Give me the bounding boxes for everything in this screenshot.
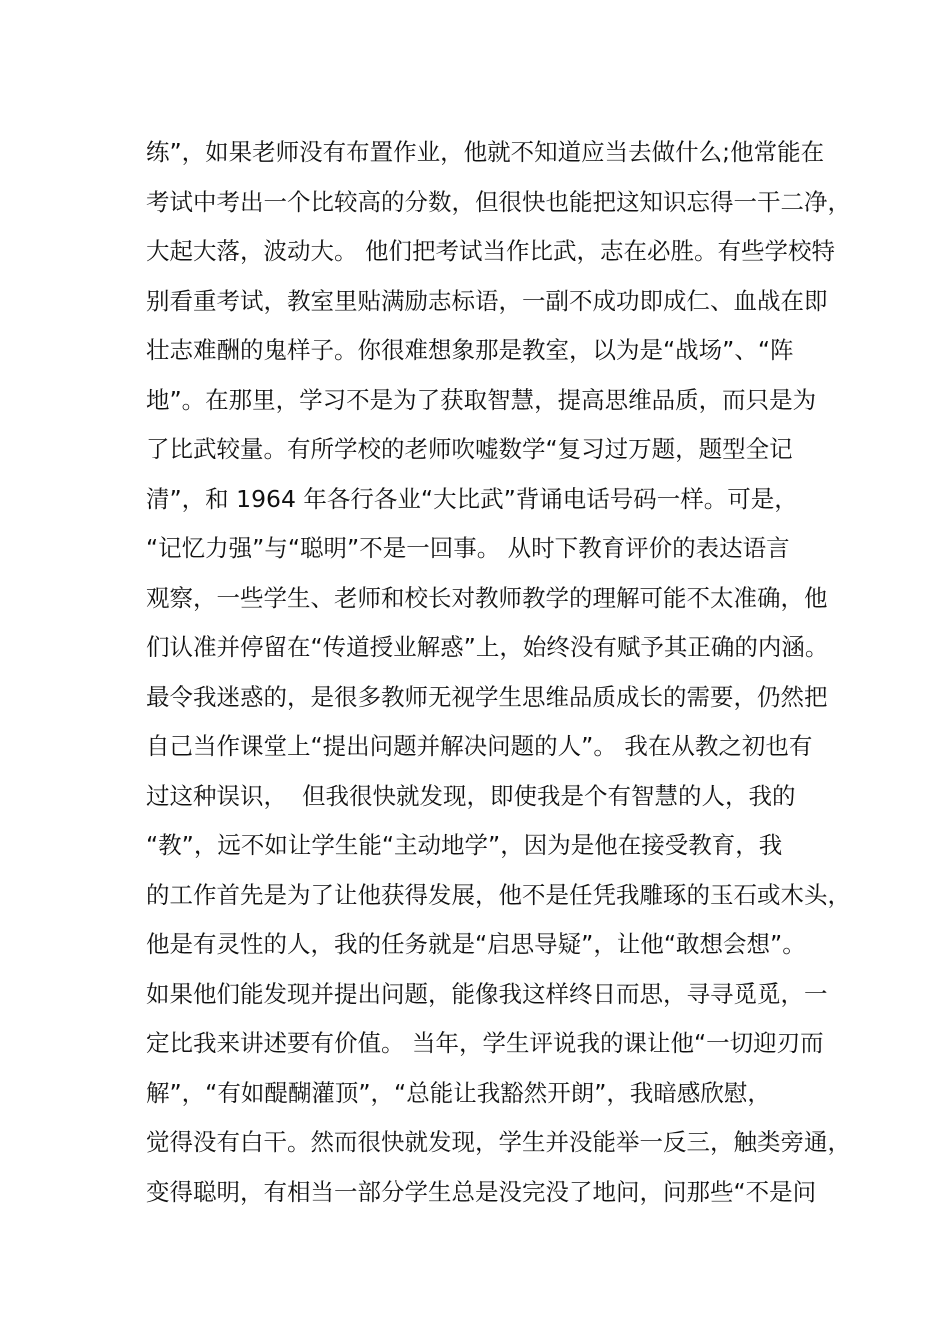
- text-line: 过这种误识， 但我很快就发现，即使我是个有智慧的人，我的: [146, 781, 796, 810]
- text-line: 清”，和 1964 年各行各业“大比武”背诵电话号码一样。可是，: [146, 484, 798, 513]
- text-line: 变得聪明，有相当一部分学生总是没完没了地问，问那些“不是问: [146, 1177, 817, 1206]
- text-line: 了比武较量。有所学校的老师吹嘘数学“复习过万题，题型全记: [146, 435, 793, 463]
- text-line: 的工作首先是为了让他获得发展，他不是任凭我雕琢的玉石或木头，: [146, 880, 851, 909]
- text-line: “记忆力强”与“聪明”不是一回事。 从时下教育评价的表达语言: [146, 534, 790, 562]
- text-line: “教”，远不如让学生能“主动地学”，因为是他在接受教育，我: [146, 831, 783, 859]
- text-line: 他是有灵性的人，我的任务就是“启思导疑”，让他“敢想会想”。: [146, 930, 806, 958]
- text-line: 们认准并停留在“传道授业解惑”上，始终没有赋予其正确的内涵。: [146, 633, 829, 661]
- text-line: 觉得没有白干。然而很快就发现，学生并没能举一反三，触类旁通，: [146, 1128, 851, 1156]
- text-line: 考试中考出一个比较高的分数，但很快也能把这知识忘得一干二净，: [146, 187, 851, 216]
- text-line: 最令我迷惑的，是很多教师无视学生思维品质成长的需要，仍然把: [146, 682, 828, 711]
- text-line: 别看重考试，教室里贴满励志标语，一副不成功即成仁、血战在即: [146, 286, 828, 315]
- text-line: 地”。在那里，学习不是为了获取智慧，提高思维品质，而只是为: [146, 385, 817, 414]
- text-line: 壮志难酬的鬼样子。你很难想象那是教室，以为是“战场”、“阵: [146, 336, 794, 364]
- text-line: 定比我来讲述要有价值。 当年，学生评说我的课让他“一切迎刃而: [146, 1029, 824, 1057]
- text-line: 大起大落，波动大。 他们把考试当作比武，志在必胜。有些学校特: [146, 237, 835, 265]
- text-line: 自己当作课堂上“提出问题并解决问题的人”。 我在从教之初也有: [146, 732, 813, 760]
- text-line: 解”，“有如醍醐灌顶”，“总能让我豁然开朗”，我暗感欣慰，: [146, 1078, 771, 1107]
- body-text: [146, 128, 851, 1217]
- text-line: 练”，如果老师没有布置作业，他就不知道应当去做什么;他常能在: [146, 138, 825, 166]
- text-line: 观察，一些学生、老师和校长对教师教学的理解可能不太准确，他: [146, 583, 828, 612]
- text-line: 如果他们能发现并提出问题，能像我这样终日而思，寻寻觅觅，一: [146, 979, 828, 1008]
